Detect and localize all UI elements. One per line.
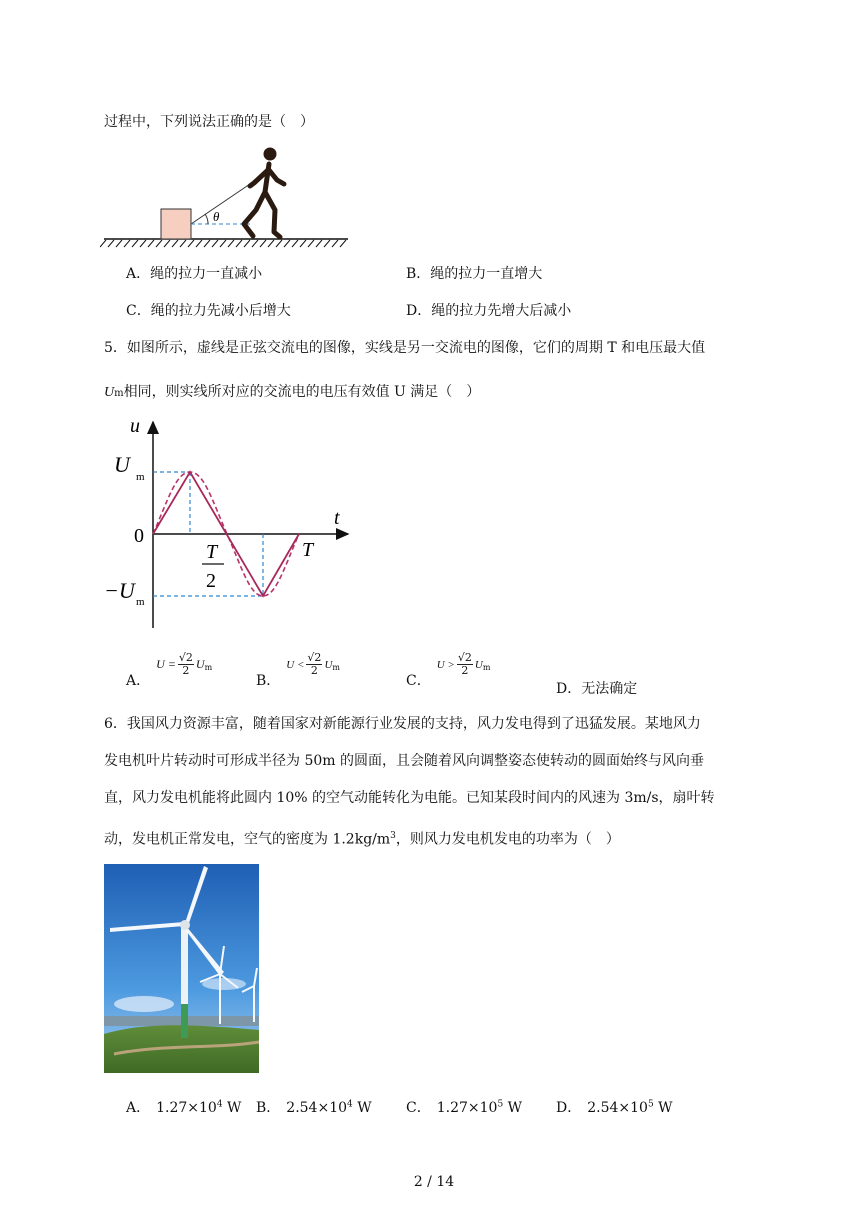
q5-stem-line1: 5．如图所示，虚线是正弦交流电的图像，实线是另一交流电的图像，它们的周期 T 和电压最大值 xyxy=(104,340,706,356)
q4-stem-tail: 过程中，下列说法正确的是（ ） xyxy=(104,114,314,130)
q5-option-d: D．无法确定 xyxy=(556,681,638,697)
origin-label: 0 xyxy=(134,525,144,547)
q6-stem-line4: 动，发电机正常发电，空气的密度为 $1.2kg/m^3$，则风力发电机发电的功率为（ ） xyxy=(104,831,620,848)
q5-stem-line2: Um相同，则实线所对应的交流电的电压有效值 U 满足（ ） xyxy=(104,384,481,400)
q5-option-c: C． U > $\frac{√2}{2}$ U m xyxy=(406,651,491,689)
q6-option-a: A． $1.27\times 10^4$ W xyxy=(126,1099,242,1116)
page-number: 2 / 14 xyxy=(413,1174,455,1190)
q6-option-c: C． $1.27\times 10^5$ W xyxy=(406,1099,523,1116)
wind-turbine-photo xyxy=(104,864,259,1073)
t-axis-label: t xyxy=(334,507,340,529)
q4-figure-person-pulling-box xyxy=(100,140,352,250)
rope xyxy=(191,184,250,224)
period-label: T xyxy=(302,539,314,561)
umax-label: U xyxy=(114,452,130,477)
q6-stem-line1: 6．我国风力资源丰富，随着国家对新能源行业发展的支持，风力发电得到了迅猛发展。某地风力 xyxy=(104,716,701,732)
box xyxy=(161,209,191,239)
q4-option-a: A．绳的拉力一直减小 xyxy=(126,266,263,282)
q5-option-a: A． U = $\frac{√2}{2}$ U m xyxy=(126,651,213,689)
q4-option-c: C．绳的拉力先减小后增大 xyxy=(126,303,291,319)
umin-label: −U xyxy=(104,578,135,603)
q4-option-d: D．绳的拉力先增大后减小 xyxy=(406,303,572,319)
q6-option-b: B． $2.54\times 10^4$ W xyxy=(256,1099,372,1116)
q6-stem-line2: 发电机叶片转动时可形成半径为 50m 的圆面，且会随着风向调整姿态使转动的圆面始终与风向垂 xyxy=(104,753,704,769)
q5-voltage-graph xyxy=(100,412,360,637)
umax-sub: m xyxy=(136,471,145,483)
q4-option-b: B．绳的拉力一直增大 xyxy=(406,266,543,282)
half-period-den: 2 xyxy=(206,570,216,592)
umin-sub: m xyxy=(136,596,145,608)
q6-option-d: D． $2.54\times 10^5$ W xyxy=(556,1099,673,1116)
q5-option-b: B． U < $\frac{√2}{2}$ U m xyxy=(256,651,340,689)
half-period-num: T xyxy=(206,541,218,563)
q6-stem-line3: 直，风力发电机能将此圆内 10% 的空气动能转化为电能。已知某段时间内的风速为 3m/s，扇叶转 xyxy=(104,790,715,806)
u-axis-label: u xyxy=(130,415,140,437)
theta-label: θ xyxy=(213,209,220,224)
